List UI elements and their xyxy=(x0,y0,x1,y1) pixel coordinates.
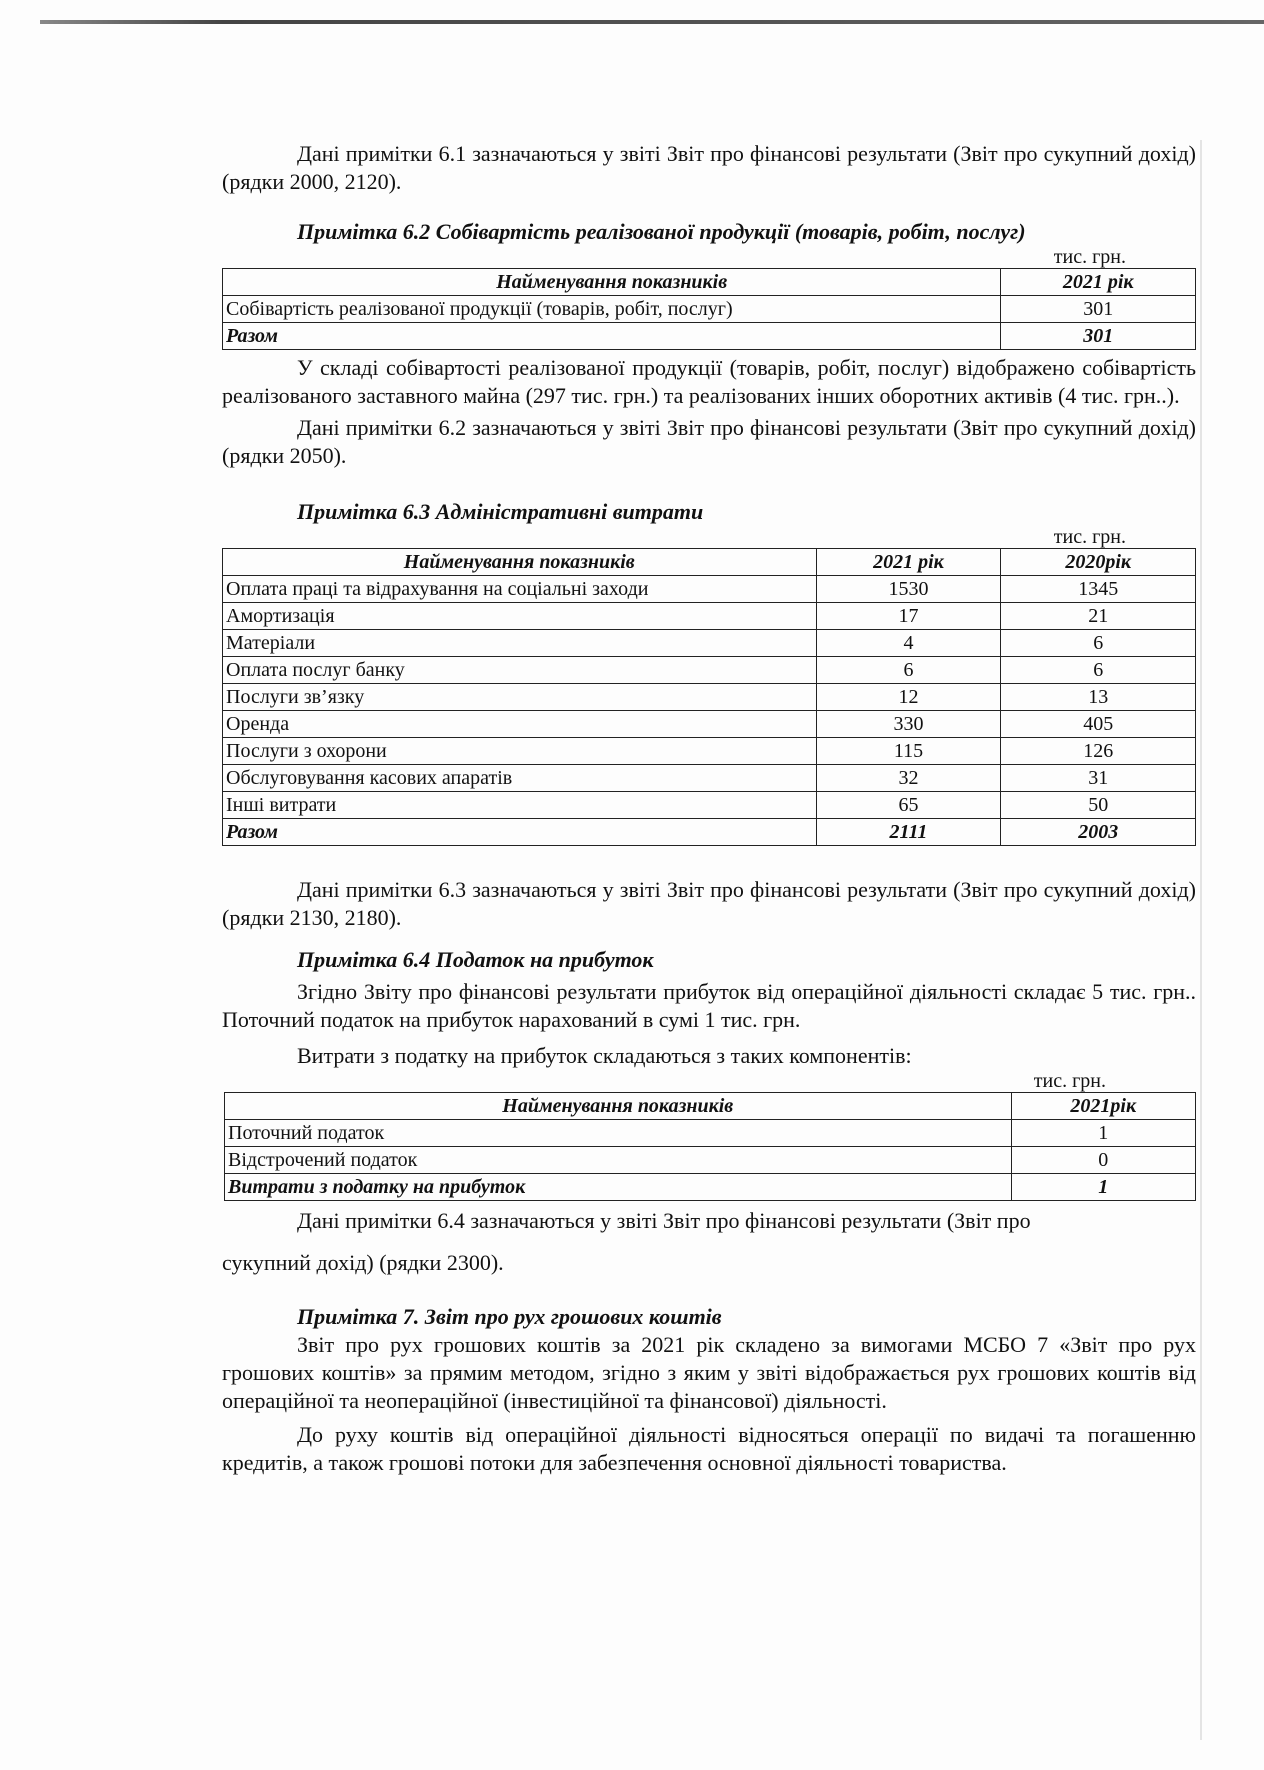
total-label: Разом xyxy=(223,819,817,846)
note62-text2: Дані примітки 6.2 зазначаються у звіті Звіт про фінансові результати (Звіт про сукупний дохід) (рядки 2050). xyxy=(222,415,1196,468)
row-value-2020: 31 xyxy=(1001,765,1196,792)
table-total-row xyxy=(223,819,1196,846)
table-row xyxy=(223,603,1196,630)
note62-table xyxy=(222,268,1196,350)
note7-title: Примітка 7. Звіт про рух грошових коштів xyxy=(297,1304,722,1329)
col-header-2021: 2021 рік xyxy=(1001,269,1196,296)
row-value-2021: 17 xyxy=(816,603,1001,630)
note63-table xyxy=(222,548,1196,846)
row-label: Поточний податок xyxy=(225,1120,1012,1147)
note64-unit: тис. грн. xyxy=(1033,1070,1106,1092)
row-value-2021: 1 xyxy=(1011,1120,1196,1147)
row-value-2021: 330 xyxy=(816,711,1001,738)
row-value-2020: 6 xyxy=(1001,630,1196,657)
note7-text2: До руху коштів від операційної діяльності відносяться операції по видачі та погашенню кредитів, а також грошові потоки для забезпечення основної діяльності товариства. xyxy=(222,1422,1196,1475)
table-row xyxy=(223,630,1196,657)
col-header-indicator: Найменування показників xyxy=(223,549,817,576)
scan-top-edge xyxy=(40,20,1264,24)
row-label: Послуги з охорони xyxy=(223,738,817,765)
col-header-indicator: Найменування показників xyxy=(223,269,1001,296)
table-header-row xyxy=(223,269,1196,296)
document-page xyxy=(222,140,1196,1477)
row-value-2021: 6 xyxy=(816,657,1001,684)
col-header-2021: 2021 рік xyxy=(816,549,1001,576)
table-row xyxy=(223,657,1196,684)
row-value-2020: 6 xyxy=(1001,657,1196,684)
note7-text1: Звіт про рух грошових коштів за 2021 рік складено за вимогами МСБО 7 «Звіт про рух грошових коштів» за прямим методом, згідно з яким у звіті відображається рух грошових коштів від операційної та неопераційної (інвестиційної та фінансової) діяльності. xyxy=(222,1332,1196,1413)
note61-text: Дані примітки 6.1 зазначаються у звіті Звіт про фінансові результати (Звіт про сукупний дохід) (рядки 2000, 2120). xyxy=(222,141,1196,194)
note63-title: Примітка 6.3 Адміністративні витрати xyxy=(297,499,704,524)
note62-title: Примітка 6.2 Собівартість реалізованої продукції (товарів, робіт, послуг) xyxy=(297,219,1026,244)
scan-right-edge xyxy=(1200,140,1202,1740)
row-label: Оплата послуг банку xyxy=(223,657,817,684)
table-row xyxy=(223,765,1196,792)
row-value-2021: 32 xyxy=(816,765,1001,792)
note63-text: Дані примітки 6.3 зазначаються у звіті Звіт про фінансові результати (Звіт про сукупний дохід) (рядки 2130, 2180). xyxy=(222,877,1196,930)
total-value-2021: 1 xyxy=(1011,1174,1196,1201)
table-row xyxy=(223,296,1196,323)
table-total-row xyxy=(223,323,1196,350)
total-value-2020: 2003 xyxy=(1001,819,1196,846)
total-value-2021: 301 xyxy=(1001,323,1196,350)
row-value-2021: 0 xyxy=(1011,1147,1196,1174)
row-label: Матеріали xyxy=(223,630,817,657)
row-value-2021: 65 xyxy=(816,792,1001,819)
row-label: Амортизація xyxy=(223,603,817,630)
row-value-2021: 301 xyxy=(1001,296,1196,323)
table-header-row xyxy=(225,1093,1196,1120)
row-value-2021: 12 xyxy=(816,684,1001,711)
total-label: Витрати з податку на прибуток xyxy=(225,1174,1012,1201)
note62-unit: тис. грн. xyxy=(1053,246,1126,268)
row-value-2020: 50 xyxy=(1001,792,1196,819)
note64-text1: Згідно Звіту про фінансові результати прибуток від операційної діяльності складає 5 тис. грн.. Поточний податок на прибуток нарахований в сумі 1 тис. грн. xyxy=(222,979,1196,1032)
note64-text2: Витрати з податку на прибуток складаються з таких компонентів: xyxy=(297,1043,912,1068)
row-value-2020: 405 xyxy=(1001,711,1196,738)
row-value-2021: 4 xyxy=(816,630,1001,657)
table-row xyxy=(225,1120,1196,1147)
note62-text1: У складі собівартості реалізованої продукції (товарів, робіт, послуг) відображено собівартість реалізованого заставного майна (297 тис. грн.) та реалізованих інших оборотних активів (4 тис. грн..). xyxy=(222,355,1196,408)
note64-title: Примітка 6.4 Податок на прибуток xyxy=(297,947,654,972)
row-label: Собівартість реалізованої продукції (товарів, робіт, послуг) xyxy=(223,296,1001,323)
row-value-2021: 115 xyxy=(816,738,1001,765)
total-label: Разом xyxy=(223,323,1001,350)
table-row xyxy=(223,684,1196,711)
table-row xyxy=(223,711,1196,738)
table-row xyxy=(223,576,1196,603)
table-row xyxy=(223,738,1196,765)
row-value-2020: 21 xyxy=(1001,603,1196,630)
row-label: Оплата праці та відрахування на соціальні заходи xyxy=(223,576,817,603)
note64-table xyxy=(224,1092,1196,1201)
col-header-2020: 2020рік xyxy=(1001,549,1196,576)
table-header-row xyxy=(223,549,1196,576)
row-value-2020: 126 xyxy=(1001,738,1196,765)
row-label: Інші витрати xyxy=(223,792,817,819)
row-label: Послуги зв’язку xyxy=(223,684,817,711)
table-total-row xyxy=(225,1174,1196,1201)
row-label: Оренда xyxy=(223,711,817,738)
col-header-2021: 2021рік xyxy=(1011,1093,1196,1120)
note64-text3a: Дані примітки 6.4 зазначаються у звіті Звіт про фінансові результати (Звіт про xyxy=(297,1208,1031,1233)
row-label: Обслуговування касових апаратів xyxy=(223,765,817,792)
row-value-2020: 13 xyxy=(1001,684,1196,711)
row-value-2021: 1530 xyxy=(816,576,1001,603)
total-value-2021: 2111 xyxy=(816,819,1001,846)
table-row xyxy=(225,1147,1196,1174)
col-header-indicator: Найменування показників xyxy=(225,1093,1012,1120)
note64-text3b: сукупний дохід) (рядки 2300). xyxy=(222,1250,504,1275)
note63-unit: тис. грн. xyxy=(1053,526,1126,548)
table-row xyxy=(223,792,1196,819)
row-label: Відстрочений податок xyxy=(225,1147,1012,1174)
row-value-2020: 1345 xyxy=(1001,576,1196,603)
